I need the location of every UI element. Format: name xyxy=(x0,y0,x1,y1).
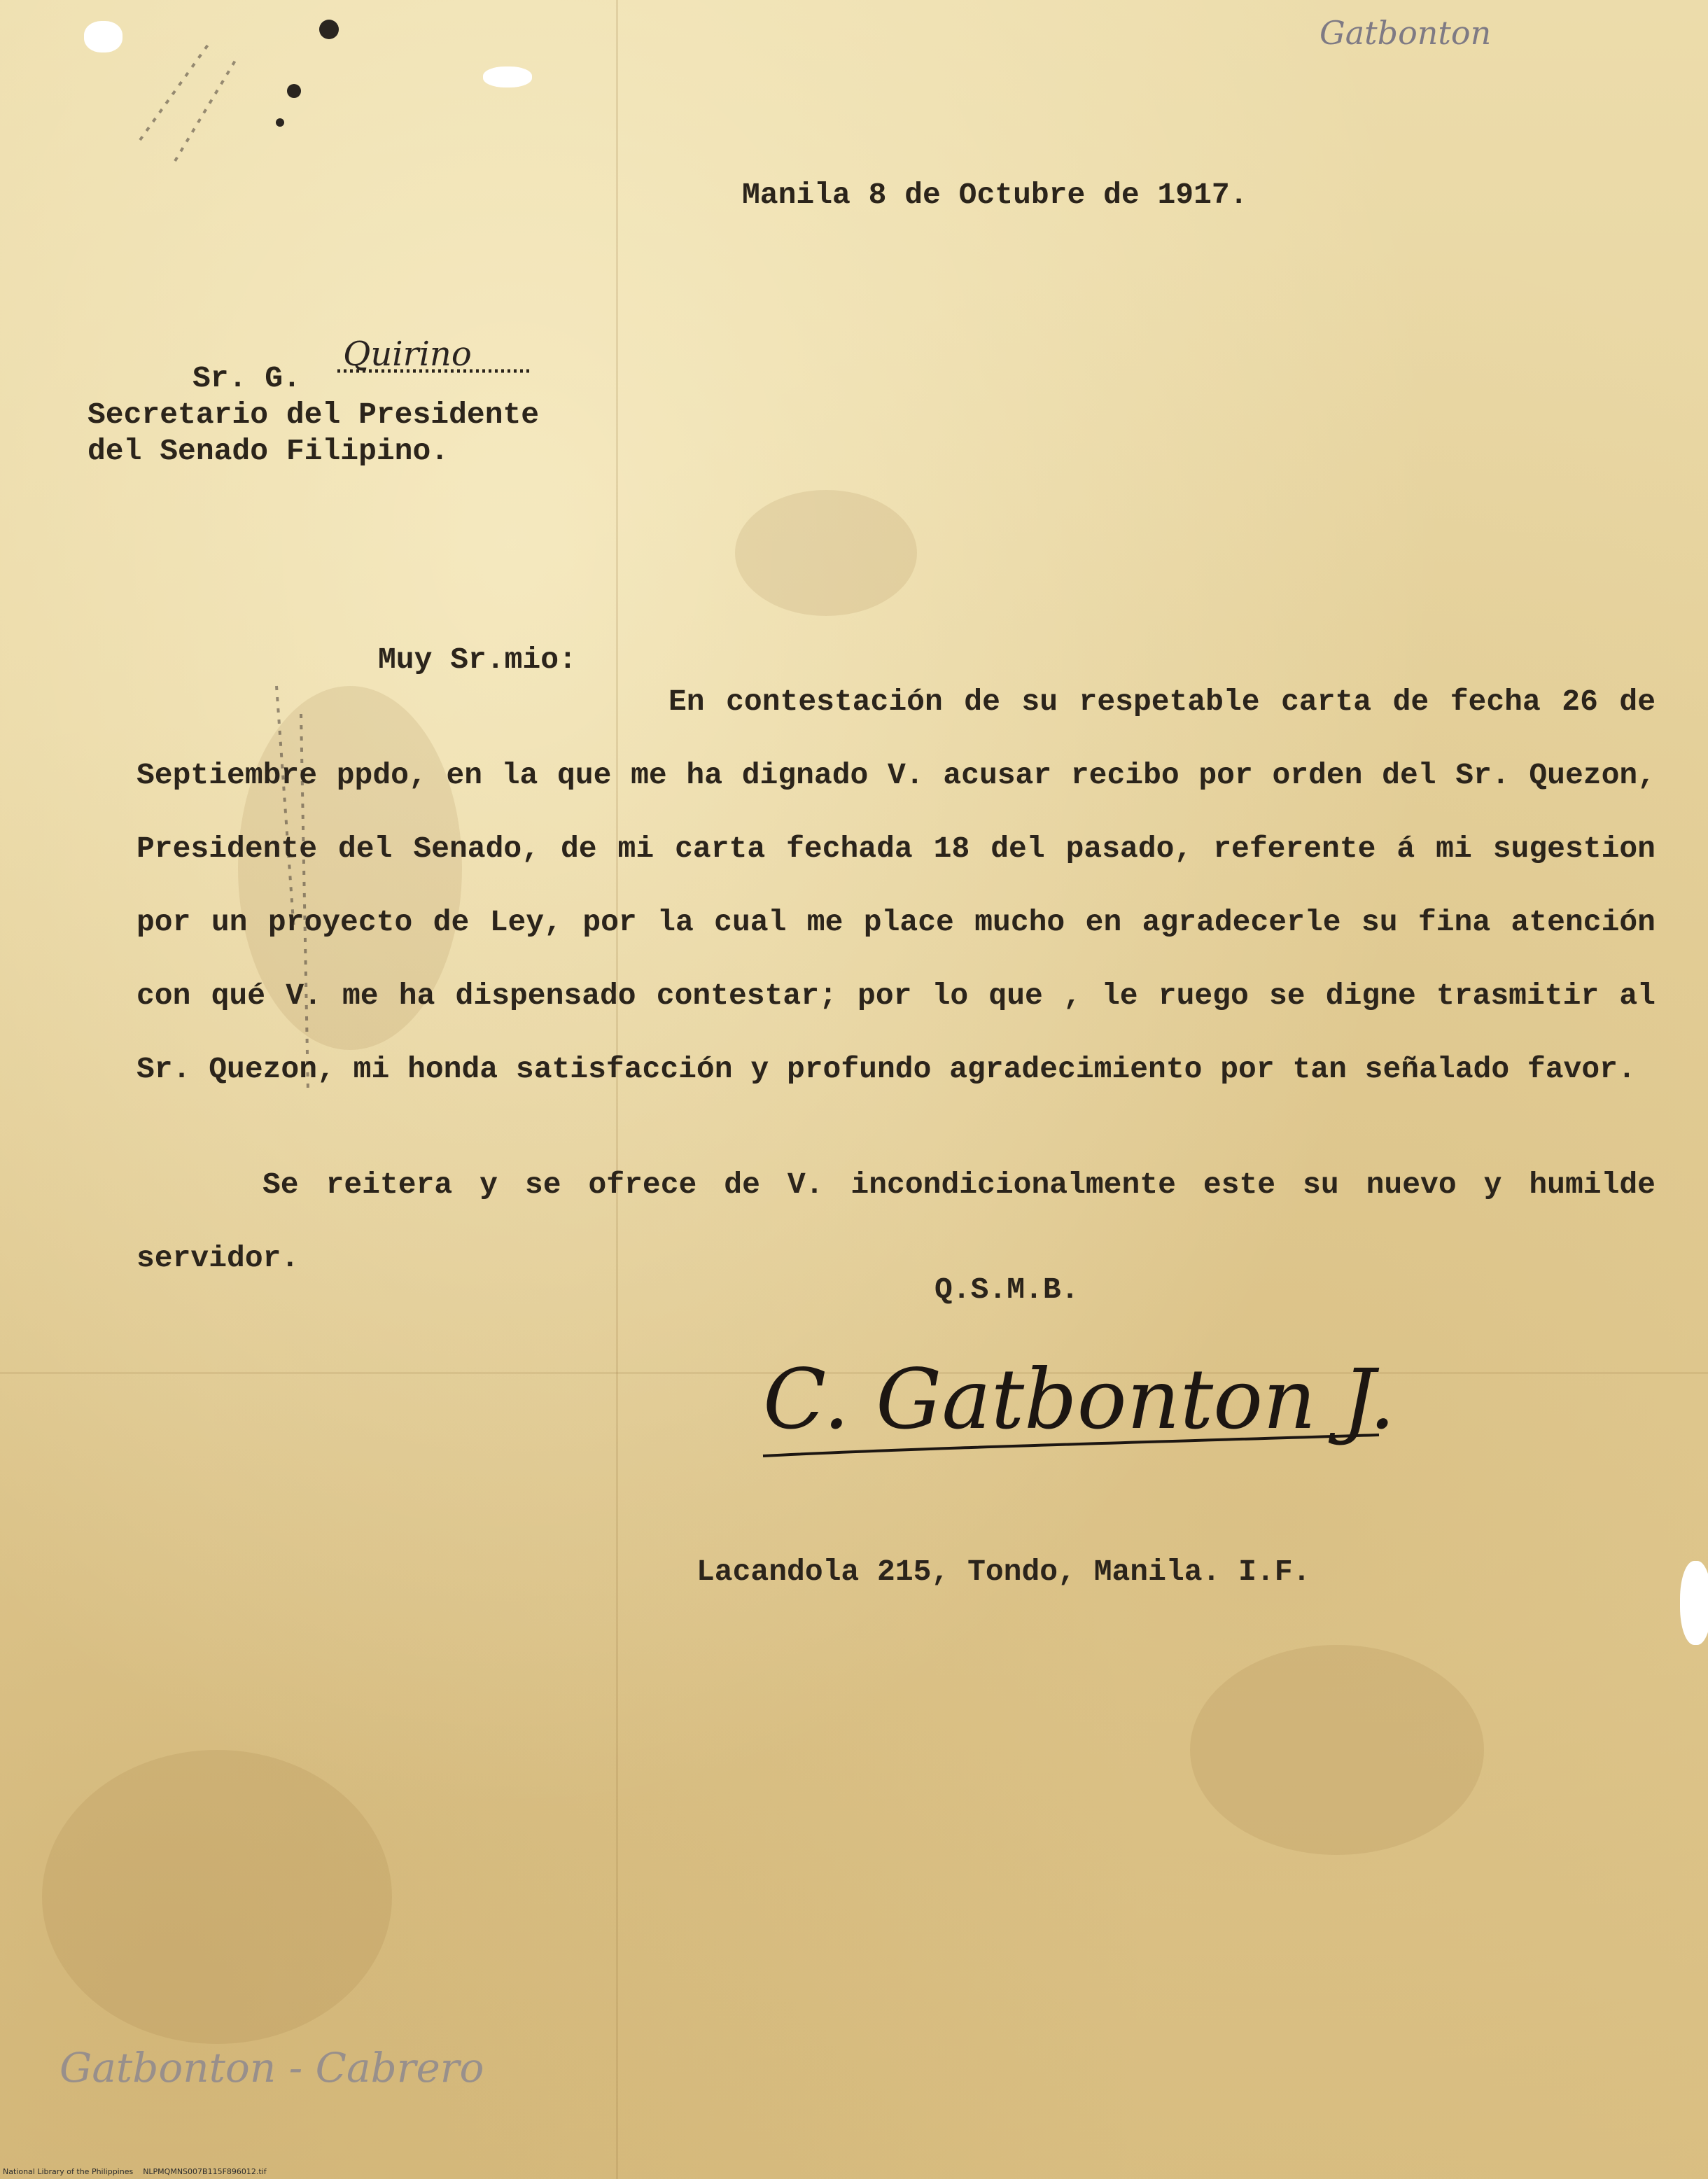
archive-footer-label: National Library of the Philippines NLPMQMNS007B115F896012.tif xyxy=(3,2167,267,2176)
signature: C. Gatbonton J. xyxy=(763,1351,1396,1448)
closing: Q.S.M.B. xyxy=(934,1273,1079,1307)
date-line: Manila 8 de Octubre de 1917. xyxy=(742,178,1248,212)
bottom-left-annotation: Gatbonton - Cabrero xyxy=(59,2044,484,2092)
ink-blot xyxy=(276,118,284,127)
ink-blot xyxy=(287,84,301,98)
ink-blot xyxy=(319,20,339,39)
body-paragraph: Se reitera y se ofrece de V. incondicionalmente este su nuevo y humilde servidor. xyxy=(136,1168,1656,1275)
sender-address: Lacandola 215, Tondo, Manila. I.F. xyxy=(696,1555,1311,1589)
faint-stamp-stroke xyxy=(140,42,210,140)
recipient-name-handwritten: Quirino xyxy=(343,335,472,374)
faint-stamp-stroke xyxy=(175,56,238,161)
top-right-annotation: Gatbonton xyxy=(1320,14,1492,52)
strikethrough-line xyxy=(336,364,532,378)
salutation: Muy Sr.mio: xyxy=(378,643,577,677)
recipient-title-line2: del Senado Filipino. xyxy=(88,434,449,468)
recipient-title-line1: Secretario del Presidente xyxy=(88,398,540,432)
body-paragraph: En contestación de su respetable carta de fecha 26 de Septiembre ppdo, en la que me ha dignado V. acusar recibo por orden del Sr. Quezon, Presidente del Senado, de mi carta fechada 18 del pasado, referente á mi sugestion por un proyecto de Ley, por la cual me place mucho en agradecerle su fina atención con qué V. me ha dispensado contestar; por lo que , le ruego se digne trasmitir al Sr. Quezon, mi honda satisfacción y profundo agradecimiento por tan señalado favor. xyxy=(136,685,1656,1086)
signature-flourish xyxy=(756,1428,1386,1470)
recipient-prefix: Sr. G. xyxy=(192,361,301,395)
